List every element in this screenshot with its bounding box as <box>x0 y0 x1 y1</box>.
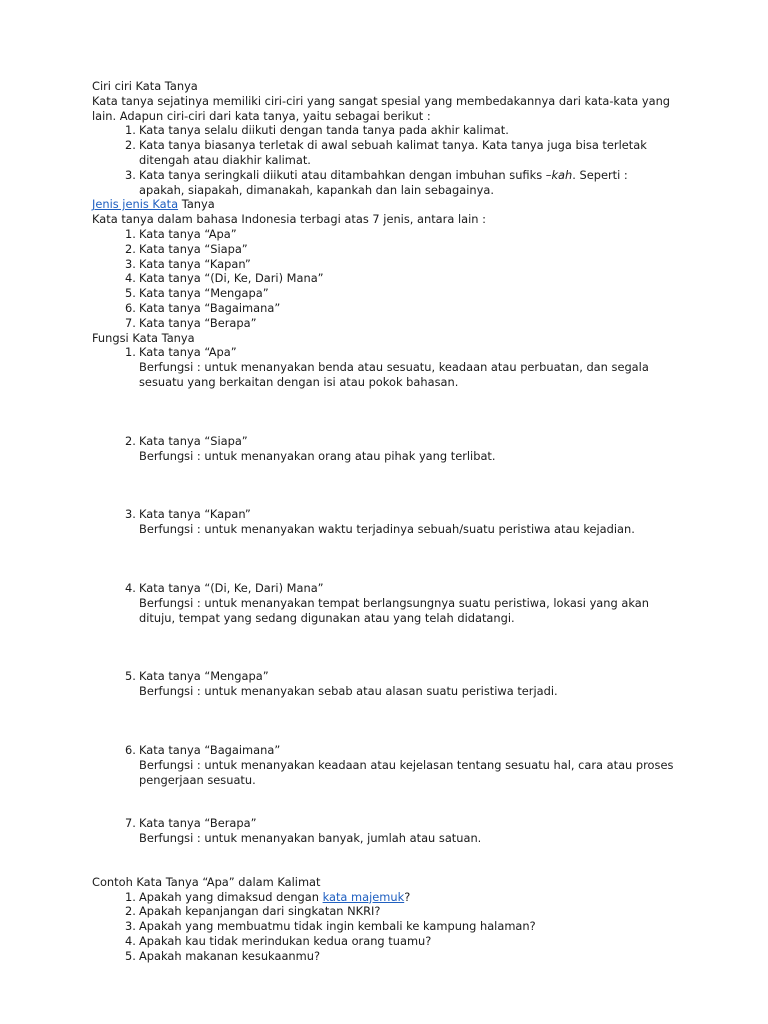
list-item: 5. Apakah makanan kesukaanmu? <box>125 948 320 963</box>
list-number: 3. <box>125 167 136 182</box>
list-item: 6. Kata tanya “Bagaimana” Berfungsi : untuk menanyakan keadaan atau kejelasan tentang sesuatu hal, cara atau proses pengerjaan sesuatu. <box>125 742 674 787</box>
jenis-list <box>92 227 682 331</box>
list-item: 7. Kata tanya “Berapa” <box>125 315 257 330</box>
list-item: 5. Kata tanya “Mengapa” Berfungsi : untuk menanyakan sebab atau alasan suatu peristiwa terjadi. <box>125 669 558 699</box>
list-number: 1. <box>125 123 136 138</box>
list-item: 3. Kata tanya “Kapan” Berfungsi : untuk menanyakan waktu terjadinya sebuah/suatu peristiwa atau kejadian. <box>125 507 635 537</box>
list-text: apakah, siapakah, dimanakah, kapankah dan lain sebagainya. <box>139 182 494 197</box>
list-item: 3. Apakah yang membuatmu tidak ingin kembali ke kampung halaman? <box>125 919 536 934</box>
ciri-list <box>92 123 682 197</box>
document-page <box>92 79 682 964</box>
list-item: 4. Apakah kau tidak merindukan kedua orang tuamu? <box>125 934 432 949</box>
jenis-intro: Kata tanya dalam bahasa Indonesia terbagi atas 7 jenis, antara lain : <box>92 212 486 227</box>
list-number: 2. <box>125 138 136 153</box>
jenis-link[interactable]: Jenis jenis Kata <box>92 197 179 212</box>
list-text: Kata tanya biasanya terletak di awal sebuah kalimat tanya. Kata tanya juga bisa terletak <box>139 138 647 153</box>
list-item: 5. Kata tanya “Mengapa” <box>125 286 269 301</box>
ciri-heading: Ciri ciri Kata Tanya <box>92 79 198 93</box>
ciri-intro-line1: Kata tanya sejatinya memiliki ciri-ciri yang sangat spesial yang membedakannya dari kata-kata yang <box>92 93 671 108</box>
list-item <box>92 123 682 138</box>
fungsi-heading: Fungsi Kata Tanya <box>92 330 195 345</box>
contoh-heading: Contoh Kata Tanya “Apa” dalam Kalimat <box>92 874 321 889</box>
list-item: 1. Kata tanya “Apa” <box>125 226 237 241</box>
fungsi-list <box>92 345 682 846</box>
list-item <box>92 138 682 168</box>
list-item <box>92 168 682 198</box>
list-item: 3. Kata tanya “Kapan” <box>125 256 251 271</box>
list-item: 2. Apakah kepanjangan dari singkatan NKRI? <box>125 904 381 919</box>
list-item: 7. Kata tanya “Berapa” Berfungsi : untuk menanyakan banyak, jumlah atau satuan. <box>125 816 482 846</box>
jenis-heading: Jenis jenis Kata Tanya <box>92 197 215 212</box>
list-item: 2. Kata tanya “Siapa” <box>125 241 248 256</box>
list-item: 1. Apakah yang dimaksud dengan kata majemuk? <box>125 889 411 904</box>
list-item: 4. Kata tanya “(Di, Ke, Dari) Mana” Berfungsi : untuk menanyakan tempat berlangsungnya suatu peristiwa, lokasi yang akan dituju, tempat yang sedang digunakan atau yang telah didatangi. <box>125 580 649 625</box>
list-text: ditengah atau diakhir kalimat. <box>139 152 311 167</box>
list-item: 1. Kata tanya “Apa” Berfungsi : untuk menanyakan benda atau sesuatu, keadaan atau perbuatan, dan segala sesuatu yang berkaitan dengan isi atau pokok bahasan. <box>125 345 649 389</box>
italic-suffix: kah <box>551 167 573 182</box>
list-item: 2. Kata tanya “Siapa” Berfungsi : untuk menanyakan orang atau pihak yang terlibat. <box>125 433 496 463</box>
list-text: Kata tanya seringkali diikuti atau ditambahkan dengan imbuhan sufiks –kah. Seperti : <box>139 167 628 182</box>
ciri-intro-line2: lain. Adapun ciri-ciri dari kata tanya, yaitu sebagai berikut : <box>92 108 431 123</box>
contoh-list <box>92 890 682 964</box>
list-item: 6. Kata tanya “Bagaimana” <box>125 300 281 315</box>
list-item: 4. Kata tanya “(Di, Ke, Dari) Mana” <box>125 271 324 286</box>
list-text: Kata tanya selalu diikuti dengan tanda tanya pada akhir kalimat. <box>139 123 509 138</box>
kata-majemuk-link[interactable]: kata majemuk <box>322 889 405 904</box>
